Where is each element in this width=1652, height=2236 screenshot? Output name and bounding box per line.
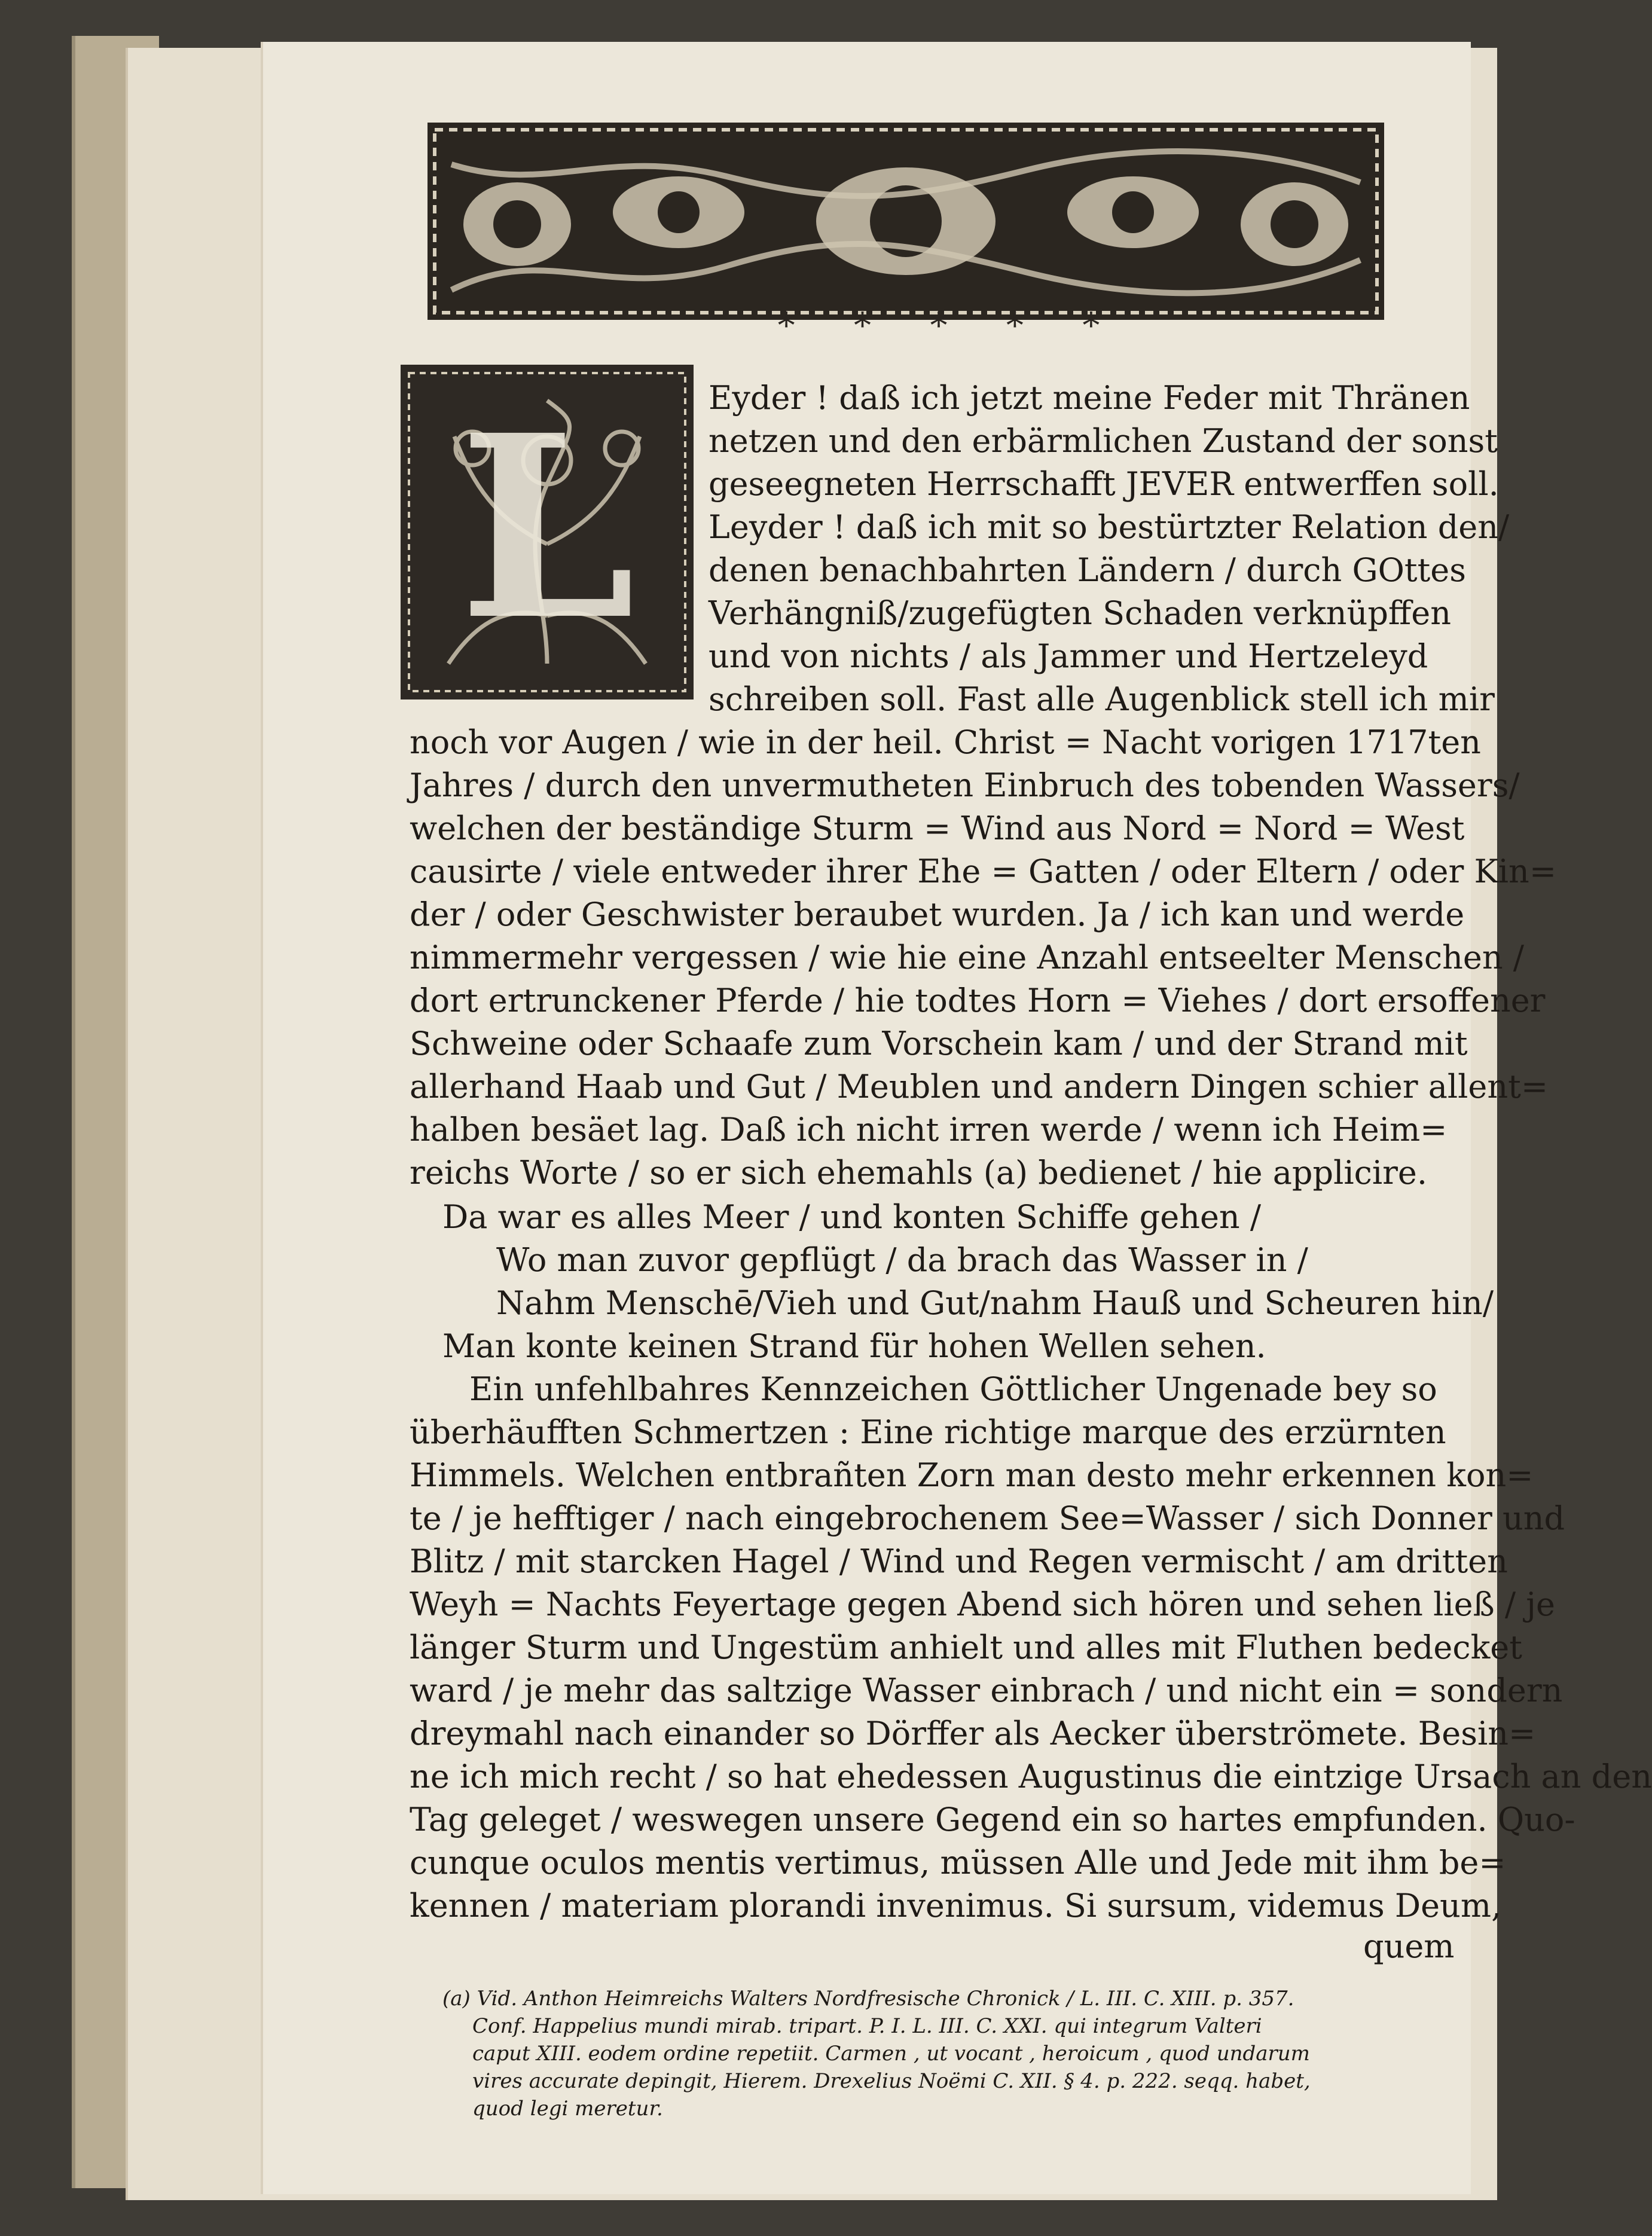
- decorated-initial: [401, 365, 694, 699]
- text-line: allerhand Haab und Gut / Meublen und andern Dingen schier allent=: [410, 1068, 1549, 1105]
- text-line: Ein unfehlbahres Kennzeichen Göttlicher Ungenade bey so: [469, 1370, 1437, 1408]
- section-stars: * * * * *: [777, 305, 1124, 346]
- verse-line: Man konte keinen Strand für hohen Wellen sehen.: [442, 1327, 1266, 1365]
- verse-line: Da war es alles Meer / und konten Schiffe gehen /: [442, 1198, 1262, 1236]
- text-line: Schweine oder Schaafe zum Vorschein kam / und der Strand mit: [410, 1025, 1468, 1062]
- text-line: Leyder ! daß ich mit so bestürtzter Relation den/: [709, 508, 1510, 546]
- text-line: nimmermehr vergessen / wie hie eine Anzahl entseelter Menschen /: [410, 939, 1525, 976]
- body-paragraph: [410, 721, 1556, 1195]
- footnote-line: vires accurate depingit, Hierem. Drexelius Noëmi C. XII. § 4. p. 222. seqq. habet,: [472, 2069, 1311, 2093]
- text-line: geseegneten Herrschafft JEVER entwerffen soll.: [709, 465, 1499, 503]
- book-page: [263, 42, 1652, 2194]
- footnote-line: caput XIII. eodem ordine repetiit. Carmen , ut vocant , heroicum , quod undarum: [472, 2042, 1310, 2066]
- text-line: schreiben soll. Fast alle Augenblick stell ich mir: [709, 680, 1495, 718]
- text-line: kennen / materiam plorandi invenimus. Si sursum, videmus Deum,: [410, 1887, 1502, 1925]
- ornamental-headpiece: [427, 123, 1384, 320]
- text-line: Jahres / durch den unvermutheten Einbruch des tobenden Wassers/: [410, 766, 1520, 804]
- text-line: denen benachbahrten Ländern / durch GOttes: [709, 551, 1466, 589]
- text-line: te / je hefftiger / nach eingebrochenem See=Wasser / sich Donner und: [410, 1499, 1565, 1537]
- text-line: reichs Worte / so er sich ehemahls (a) bedienet / hie applicire.: [410, 1154, 1428, 1192]
- intro-paragraph: [709, 377, 1509, 721]
- text-line: dort ertrunckener Pferde / hie todtes Horn = Viehes / dort ersoffener: [410, 982, 1546, 1019]
- body-paragraph-2: [410, 1368, 1652, 1928]
- footnote: [442, 1985, 1311, 2122]
- text-line: Blitz / mit starcken Hagel / Wind und Regen vermischt / am dritten: [410, 1542, 1508, 1580]
- verse-block: [442, 1196, 1494, 1368]
- text-line: welchen der beständige Sturm = Wind aus Nord = Nord = West: [410, 810, 1465, 847]
- verse-line: Nahm Menschē/Vieh und Gut/nahm Hauß und Scheuren hin/: [496, 1284, 1494, 1322]
- footnote-line: Conf. Happelius mundi mirab. tripart. P. I. L. III. C. XXI. qui integrum Valteri: [472, 2014, 1262, 2038]
- footnote-line: quod legi meretur.: [472, 2097, 663, 2121]
- text-line: cunque oculos mentis vertimus, müssen Alle und Jede mit ihm be=: [410, 1844, 1506, 1881]
- verse-line: Wo man zuvor gepflügt / da brach das Wasser in /: [496, 1241, 1308, 1279]
- text-line: halben besäet lag. Daß ich nicht irren werde / wenn ich Heim=: [410, 1111, 1448, 1148]
- text-line: Verhängniß/zugefügten Schaden verknüpffen: [709, 594, 1452, 632]
- text-line: noch vor Augen / wie in der heil. Christ = Nacht vorigen 1717ten: [410, 723, 1481, 761]
- catchword: quem: [1363, 1928, 1455, 1965]
- text-line: und von nichts / als Jammer und Hertzeleyd: [709, 637, 1428, 675]
- text-line: Eyder ! daß ich jetzt meine Feder mit Thränen: [709, 379, 1470, 417]
- text-line: Weyh = Nachts Feyertage gegen Abend sich hören und sehen ließ / je: [410, 1586, 1555, 1623]
- text-line: Tag geleget / weswegen unsere Gegend ein so hartes empfunden. Quo-: [410, 1801, 1575, 1838]
- initial-letter: L: [459, 381, 636, 676]
- text-line: der / oder Geschwister beraubet wurden. Ja / ich kan und werde: [410, 896, 1465, 933]
- footnote-line: (a) Vid. Anthon Heimreichs Walters Nordfresische Chronick / L. III. C. XIII. p. 357.: [442, 1987, 1294, 2011]
- text-line: dreymahl nach einander so Dörffer als Aecker überströmete. Besin=: [410, 1715, 1536, 1752]
- text-line: ward / je mehr das saltzige Wasser einbrach / und nicht ein = sondern: [410, 1672, 1563, 1709]
- text-line: länger Sturm und Ungestüm anhielt und alles mit Fluthen bedecket: [410, 1629, 1522, 1666]
- text-line: causirte / viele entweder ihrer Ehe = Gatten / oder Eltern / oder Kin=: [410, 853, 1557, 890]
- text-line: Himmels. Welchen entbrañten Zorn man desto mehr erkennen kon=: [410, 1456, 1534, 1494]
- text-line: netzen und den erbärmlichen Zustand der sonst: [709, 422, 1498, 460]
- text-line: überhäufften Schmertzen : Eine richtige marque des erzürnten: [410, 1413, 1446, 1451]
- text-line: ne ich mich recht / so hat ehedessen Augustinus die eintzige Ursach an den: [410, 1758, 1652, 1795]
